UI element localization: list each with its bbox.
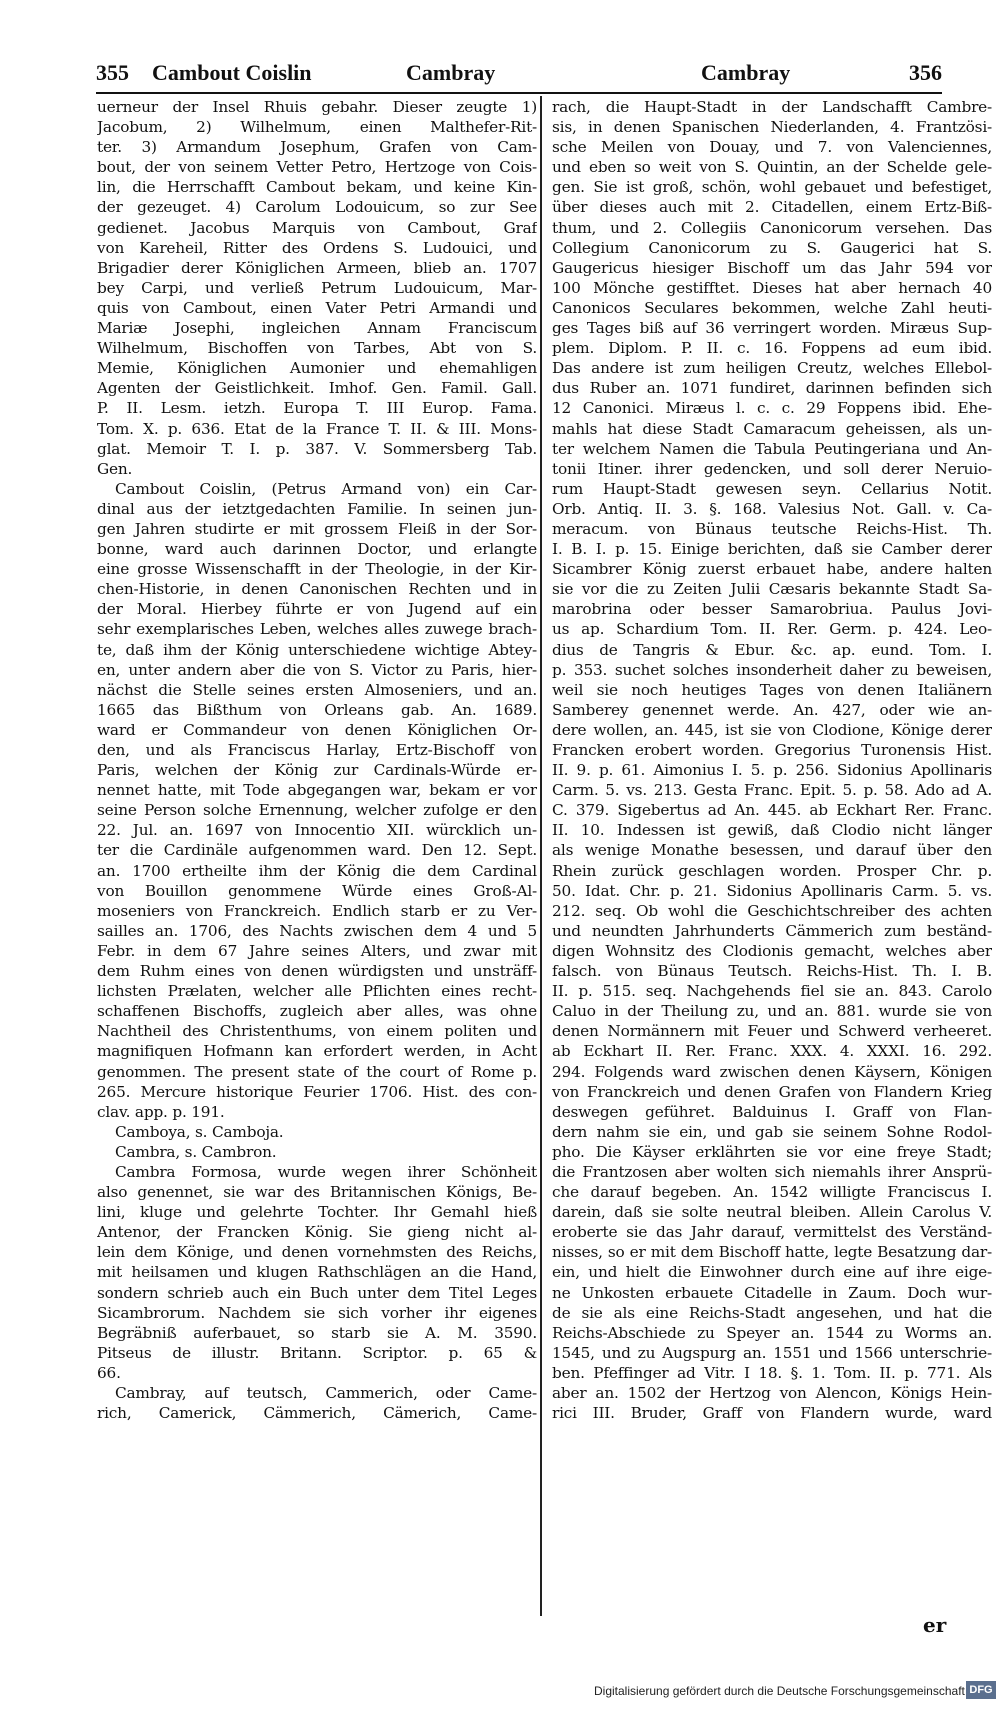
text-line: Tom. X. p. 636. Etat de la France T. II. & III. Mons- [97,419,537,438]
text-line: lein dem Könige, und denen vornehmsten des Reichs, [97,1243,537,1262]
text-line: der Moral. Hierbey führte er von Jugend auf ein [97,600,537,619]
header-title-left: Cambray [406,60,496,85]
column-divider [540,96,542,1616]
text-line: clav. app. p. 191. [97,1102,225,1121]
text-line: Cambray, auf teutsch, Cammerich, oder Came- [115,1384,537,1402]
text-line: denen Normännern mit Feuer und Schwerd verheeret. [552,1022,992,1041]
text-line: seine Person solche Ernennung, welcher zufolge er den [97,801,537,820]
text-line: 66. [97,1363,121,1382]
text-line: von Franckreich und denen Grafen von Flandern Krieg [552,1082,992,1101]
text-line: Febr. in dem 67 Jahre seines Alters, und zwar mit [97,941,537,960]
text-line: digen Wohnsitz des Clodionis gemacht, welches aber [552,941,992,960]
text-line: pho. Die Käyser erklährten sie vor eine freye Stadt; [552,1142,992,1161]
text-line: dus Ruber an. 1071 fundiret, darinnen befinden sich [552,379,992,398]
text-line: bey Carpi, und verließ Petrum Ludouicum, Mar- [97,278,537,297]
text-line: sche Meilen von Douay, und 7. von Valenciennes, [552,138,992,157]
text-line: von Kareheil, Ritter des Ordens S. Ludouici, und [97,238,537,257]
text-line: moseniers von Franckreich. Endlich starb er zu Ver- [97,901,537,920]
running-header [96,56,942,90]
page-number-right: 356 [909,60,942,85]
text-line: ges Tages biß auf 36 verringert worden. Miræus Sup- [552,319,992,338]
text-line: schaffenen Bischoffs, zugleich aber alles, was ohne [97,1002,537,1021]
text-line: uerneur der Insel Rhuis gebahr. Dieser zeugte 1) [97,98,537,116]
text-line: lini, kluge und gelehrte Tochter. Ihr Gemahl hieß [97,1203,537,1222]
text-line: ward er Commandeur von denen Königlichen Or- [97,720,537,739]
text-line: Agenten der Geistlichkeit. Imhof. Gen. Famil. Gall. [97,379,537,398]
text-line: magnifiquen Hofmann kan erfordert werden, in Acht [97,1042,537,1061]
text-line: Reichs-Abschiede zu Speyer an. 1544 zu Worms an. [552,1323,992,1342]
text-line: falsch. von Bünaus Teutsch. Reichs-Hist. Th. I. B. [552,962,992,981]
text-line: Jacobum, 2) Wilhelmum, einen Malthefer-Rit- [97,118,537,137]
text-line: sailles an. 1706, des Nachts zwischen dem 4 und 5 [97,921,537,940]
text-line: Collegium Canonicorum zu S. Gaugerici hat S. [552,238,992,257]
text-line: ab Eckhart II. Rer. Franc. XXX. 4. XXXI. 16. 292. [552,1042,992,1061]
text-line: thum, und 2. Collegiis Canonicorum versehen. Das [552,218,992,237]
text-line: 1545, und zu Augspurg an. 1551 und 1566 unterschrie- [552,1343,992,1362]
text-line: rich, Camerick, Cämmerich, Cämerich, Came- [97,1404,537,1423]
text-line: lichsten Prælaten, welcher alle Pflichten eines recht- [97,982,537,1001]
text-line: eine grosse Wissenschafft in der Theologie, in der Kir- [97,560,537,579]
text-line: 22. Jul. an. 1697 von Innocentio XII. würcklich un- [97,821,537,840]
text-line: Cambra, s. Cambron. [115,1142,277,1161]
text-line: und neundten Jahrhunderts Cämmerich zum beständ- [552,921,992,940]
text-line: als wenige Monathe besessen, und darauf über den [552,841,992,860]
text-line: ter. 3) Armandum Josephum, Grafen von Cam- [97,138,537,157]
text-line: nennet hatte, mit Tode abgegangen war, bekam er vor [97,781,537,800]
text-line: Paris, welchen der König zur Cardinals-Würde er- [97,761,537,780]
text-line: gen. Sie ist groß, schön, wohl gebauet und befestiget, [552,178,992,197]
text-line: lin, die Herrschafft Cambout bekam, und keine Kin- [97,178,537,197]
text-line: rach, die Haupt-Stadt in der Landschafft Cambre- [552,98,992,116]
text-line: Samberey genennet werde. An. 427, oder wie an- [552,700,992,719]
text-line: Nachtheil des Christenthums, von einem politen und [97,1022,537,1041]
text-line: dius de Tangris & Ebur. &c. ap. eund. Tom. I. [552,640,992,659]
text-line: 265. Mercure historique Feurier 1706. Hist. des con- [97,1082,537,1101]
text-line: quis von Cambout, einen Vater Petri Armandi und [97,298,537,317]
text-line: nisses, so er mit dem Bischoff hatte, legte Besatzung dar- [552,1243,992,1262]
text-line: darein, daß sie solte neutral bleiben. Allein Carolus V. [552,1203,992,1222]
text-line: us ap. Schardium Tom. II. Rer. Germ. p. 424. Leo- [552,620,992,639]
text-line: rum Haupt-Stadt gewesen seyn. Cellarius Notit. [552,479,992,498]
text-line: Wilhelmum, Bischoffen von Tarbes, Abt von S. [97,339,537,358]
text-line: p. 353. suchet solches insonderheit daher zu beweisen, [552,660,992,679]
text-line: I. B. I. p. 15. Einige berichten, daß sie Camber derer [552,540,992,559]
text-line: de sie als eine Reichs-Stadt angesehen, und hat die [552,1303,992,1322]
header-keyword-left: Cambout Coislin [152,60,312,85]
text-line: Mariæ Josephi, ingleichen Annam Franciscum [97,319,537,338]
text-line: gedienet. Jacobus Marquis von Cambout, Graf [97,218,537,237]
text-line: dere wollen, an. 445, ist sie von Clodione, Könige derer [552,720,992,739]
text-line: Francken erobert worden. Gregorius Turonensis Hist. [552,741,992,759]
text-line: Sicambrer König zuerst erbauet habe, andere halten [552,560,992,579]
text-line: dem Ruhm eines von denen würdigsten und unsträff- [97,962,537,981]
header-title-right: Cambray [701,60,791,85]
text-line: bonne, ward auch darinnen Doctor, und erlangte [97,540,537,559]
footer-credit: Digitalisierung gefördert durch die Deutsche Forschungsgemeinschaft [594,1684,965,1698]
text-line: eroberte sie das Jahr darauf, vermittelst des Verständ- [552,1223,992,1242]
text-line: marobrina oder besser Samarobriua. Paulus Jovi- [552,600,992,619]
text-line: bout, der von seinem Vetter Petro, Hertzoge von Cois- [97,158,537,177]
text-line: Begräbniß auferbauet, so starb sie A. M. 3590. [97,1323,537,1342]
text-line: sehr exemplarisches Leben, welches alles zuwege brach- [97,620,537,639]
text-line: ein, und hielt die Einwohner durch eine auf ihre eige- [552,1263,992,1282]
text-line: II. 9. p. 61. Aimonius I. 5. p. 256. Sidonius Apollinaris [552,761,992,780]
text-line: Caluo in der Theilung zu, und an. 881. wurde sie von [552,1002,992,1021]
text-line: 12 Canonici. Miræus l. c. c. 29 Foppens ibid. Ehe- [552,399,992,418]
text-line: Memie, Königlichen Aumonier und ehemahligen [97,359,537,378]
text-line: mit heilsamen und klugen Rathschlägen an die Hand, [97,1263,537,1282]
text-line: glat. Memoir T. I. p. 387. V. Sommersberg Tab. [97,439,537,458]
text-line: von Bouillon genommene Würde eines Groß-Al- [97,881,537,900]
text-line: tonii Itiner. ihrer gedencken, und soll derer Neruio- [552,459,992,478]
text-line: Rhein zurück geschlagen worden. Prosper Chr. p. [552,861,992,880]
text-line: 1665 das Bißthum von Orleans gab. An. 1689. [97,700,537,719]
text-line: über dieses auch mit 2. Citadellen, einem Ertz-Biß- [552,198,992,217]
text-line: deswegen geführet. Balduinus I. Graff von Flan- [552,1102,992,1121]
text-line: ne Unkosten erbauete Citadelle in Zaum. Doch wur- [552,1283,992,1302]
text-line: C. 379. Sigebertus ad An. 445. ab Eckhart Rer. Franc. [552,801,992,820]
text-line: nächst die Stelle seines ersten Almoseniers, und an. [97,680,537,699]
page-number-left: 355 [96,60,129,85]
text-line: sondern schrieb auch ein Buch unter dem Titel Leges [97,1283,537,1302]
text-line: II. 10. Indessen ist gewiß, daß Clodio nicht länger [552,821,992,840]
text-line: ter die Cardinäle aufgenommen ward. Den 12. Sept. [97,841,537,860]
text-line: che darauf begeben. An. 1542 willigte Franciscus I. [552,1183,992,1202]
text-line: ter welchem Namen die Tabula Peutingeriana und An- [552,439,992,458]
text-line: plem. Diplom. P. II. c. 16. Foppens ad eum ibid. [552,339,992,358]
text-line: Cambra Formosa, wurde wegen ihrer Schönheit [115,1162,537,1181]
text-line: Das andere ist zum heiligen Creutz, welches Ellebol- [552,359,992,378]
text-line: rici III. Bruder, Graff von Flandern wurde, ward [552,1404,992,1423]
text-line: Orb. Antiq. II. 3. §. 168. Valesius Not. Gall. v. Ca- [552,499,992,518]
text-line: Carm. 5. vs. 213. Gesta Franc. Epit. 5. p. 58. Ado ad A. [552,781,992,800]
text-line: Gaugericus hiesiger Bischoff um das Jahr 594 vor [552,258,992,277]
text-line: dinal aus der ietztgedachten Familie. In seinen jun- [97,499,537,518]
text-line: Brigadier derer Königlichen Armeen, blieb an. 1707 [97,258,537,277]
text-line: 50. Idat. Chr. p. 21. Sidonius Apollinaris Carm. 5. vs. [552,881,992,900]
text-line: und eben so weit von S. Quintin, an der Schelde gele- [552,158,992,177]
text-line: 212. seq. Ob wohl die Geschichtschreiber des achten [552,901,992,920]
text-line: also genennet, sie war des Britannischen Königs, Be- [97,1183,537,1202]
text-line: Pitseus de illustr. Britann. Scriptor. p. 65 & [97,1343,537,1362]
right-column [552,97,992,1423]
catchword: er [923,1613,947,1637]
text-line: 294. Folgends ward zwischen denen Käysern, Königen [552,1062,992,1081]
text-line: den, und als Franciscus Harlay, Ertz-Bischoff von [97,741,537,759]
text-line: Cambout Coislin, (Petrus Armand von) ein Car- [115,479,537,498]
text-line: die Frantzosen aber wolten sich niemahls ihrer Ansprü- [552,1162,992,1181]
dfg-logo: DFG [966,1681,996,1699]
left-column [97,97,537,1423]
text-line: 100 Mönche gestifftet. Dieses hat aber hernach 40 [552,278,992,297]
text-line: Antenor, der Francken König. Sie gieng nicht al- [97,1223,537,1242]
text-line: Sicambrorum. Nachdem sie sich vorher ihr eigenes [97,1303,537,1322]
text-line: Camboya, s. Camboja. [115,1122,284,1141]
text-line: te, daß ihm der König unterschiedene wichtige Abtey- [97,640,537,659]
text-line: Gen. [97,459,133,478]
text-line: mahls hat diese Stadt Camaracum geheissen, als un- [552,419,992,438]
text-line: weil sie noch heutiges Tages von denen Italiänern [552,680,992,699]
text-line: gen Jahren studirte er mit grossem Fleiß in der Sor- [97,519,537,538]
text-line: meracum. von Bünaus teutsche Reichs-Hist. Th. [552,519,992,538]
text-line: der gezeuget. 4) Carolum Lodouicum, so zur See [97,198,537,217]
text-line: ben. Pfeffinger ad Vitr. I 18. §. 1. Tom. II. p. 771. Als [552,1363,992,1382]
text-line: genommen. The present state of the court of Rome p. [97,1062,537,1081]
text-line: chen-Historie, in denen Canonischen Rechten und in [97,580,537,599]
header-rule [96,92,942,94]
text-line: en, unter andern aber die von S. Victor zu Paris, hier- [97,660,537,679]
text-line: sie vor die zu Zeiten Julii Cæsaris bekannte Stadt Sa- [552,580,992,599]
text-line: dern nahm sie ein, und gab sie seinem Sohne Rodol- [552,1122,992,1141]
text-line: sis, in denen Spanischen Niederlanden, 4. Frantzösi- [552,118,992,137]
text-line: aber an. 1502 der Hertzog von Alencon, Königs Hein- [552,1384,992,1402]
text-line: an. 1700 ertheilte ihm der König die dem Cardinal [97,861,537,880]
text-line: Canonicos Seculares bekommen, welche Zahl heuti- [552,298,992,317]
text-line: P. II. Lesm. ietzh. Europa T. III Europ. Fama. [97,399,537,418]
text-line: II. p. 515. seq. Nachgehends fiel sie an. 843. Carolo [552,982,992,1001]
